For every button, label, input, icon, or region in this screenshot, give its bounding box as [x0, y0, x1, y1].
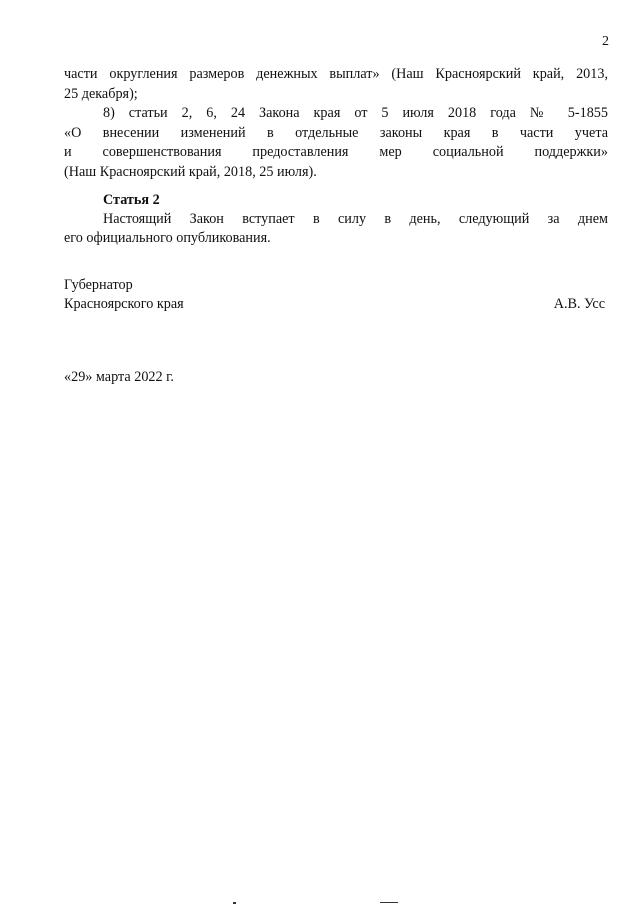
- signature-position-line-1: Губернатор: [64, 277, 133, 293]
- paragraph-2-line-3: и совершенствования предоставления мер социальной поддержки»: [64, 144, 608, 160]
- scan-mark: [380, 902, 398, 903]
- article-2-heading: Статья 2: [103, 192, 160, 208]
- document-date: «29» марта 2022 г.: [64, 369, 174, 385]
- signature-position-line-2: Красноярского края: [64, 296, 184, 312]
- scan-mark: [233, 902, 236, 904]
- paragraph-2-line-2: «О внесении изменений в отдельные законы края в части учета: [64, 125, 608, 141]
- page-number: 2: [602, 34, 609, 49]
- paragraph-2-line-4: (Наш Красноярский край, 2018, 25 июля).: [64, 164, 317, 180]
- paragraph-1-line-1: части округления размеров денежных выплат» (Наш Красноярский край, 2013,: [64, 66, 608, 82]
- paragraph-2-line-1: 8) статьи 2, 6, 24 Закона края от 5 июля 2018 года № 5-1855: [103, 105, 608, 121]
- article-2-line-1: Настоящий Закон вступает в силу в день, следующий за днем: [103, 211, 608, 227]
- article-2-line-2: его официального опубликования.: [64, 230, 271, 246]
- signature-name: А.В. Усс: [553, 296, 605, 312]
- paragraph-1-line-2: 25 декабря);: [64, 86, 138, 102]
